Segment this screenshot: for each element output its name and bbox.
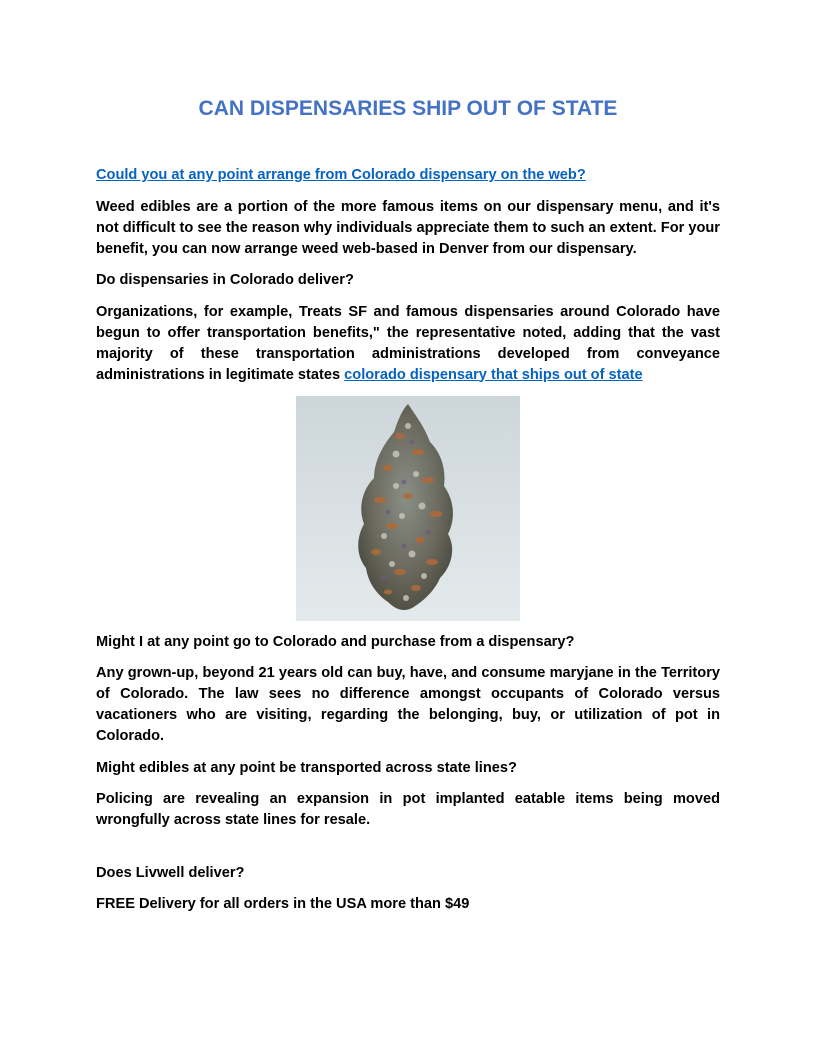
question-transport: Might edibles at any point be transported across state lines? <box>96 759 517 776</box>
document-body <box>96 165 720 926</box>
paragraph-organizations-text: Organizations, for example, Treats SF and famous dispensaries around Colorado have begun to offer transportation benefits," the representative noted, adding that the vast majority of these transportation administrations developed from conveyance administrations in legitimate states <box>96 303 720 383</box>
paragraph-organizations <box>96 302 720 386</box>
paragraph-free-delivery: FREE Delivery for all orders in the USA more than $49 <box>96 896 470 912</box>
spacer <box>96 842 720 863</box>
cannabis-bud-image <box>296 396 520 621</box>
paragraph-grown-up: Any grown-up, beyond 21 years old can buy, have, and consume maryjane in the Territory of Colorado. The law sees no difference amongst occupants of Colorado versus vacationers who are visiting, regarding the belonging, buy, or utilization of pot in Colorado. <box>96 665 720 744</box>
page-title: CAN DISPENSARIES SHIP OUT OF STATE <box>198 97 618 120</box>
question-livwell: Does Livwell deliver? <box>96 864 245 881</box>
ships-out-of-state-link[interactable]: colorado dispensary that ships out of state <box>344 366 643 383</box>
intro-paragraph <box>96 165 720 186</box>
paragraph-policing: Policing are revealing an expansion in pot implanted eatable items being moved wrongfully across state lines for resale. <box>96 791 720 828</box>
intro-link[interactable]: Could you at any point arrange from Colorado dispensary on the web? <box>96 167 586 183</box>
question-deliver: Do dispensaries in Colorado deliver? <box>96 272 354 288</box>
question-purchase: Might I at any point go to Colorado and purchase from a dispensary? <box>96 633 575 650</box>
paragraph-edibles: Weed edibles are a portion of the more famous items on our dispensary menu, and it's not difficult to see the reason why individuals appreciate them to such an extent. For your benefit, you can now arrange weed web-based in Denver from our dispensary. <box>96 198 720 257</box>
